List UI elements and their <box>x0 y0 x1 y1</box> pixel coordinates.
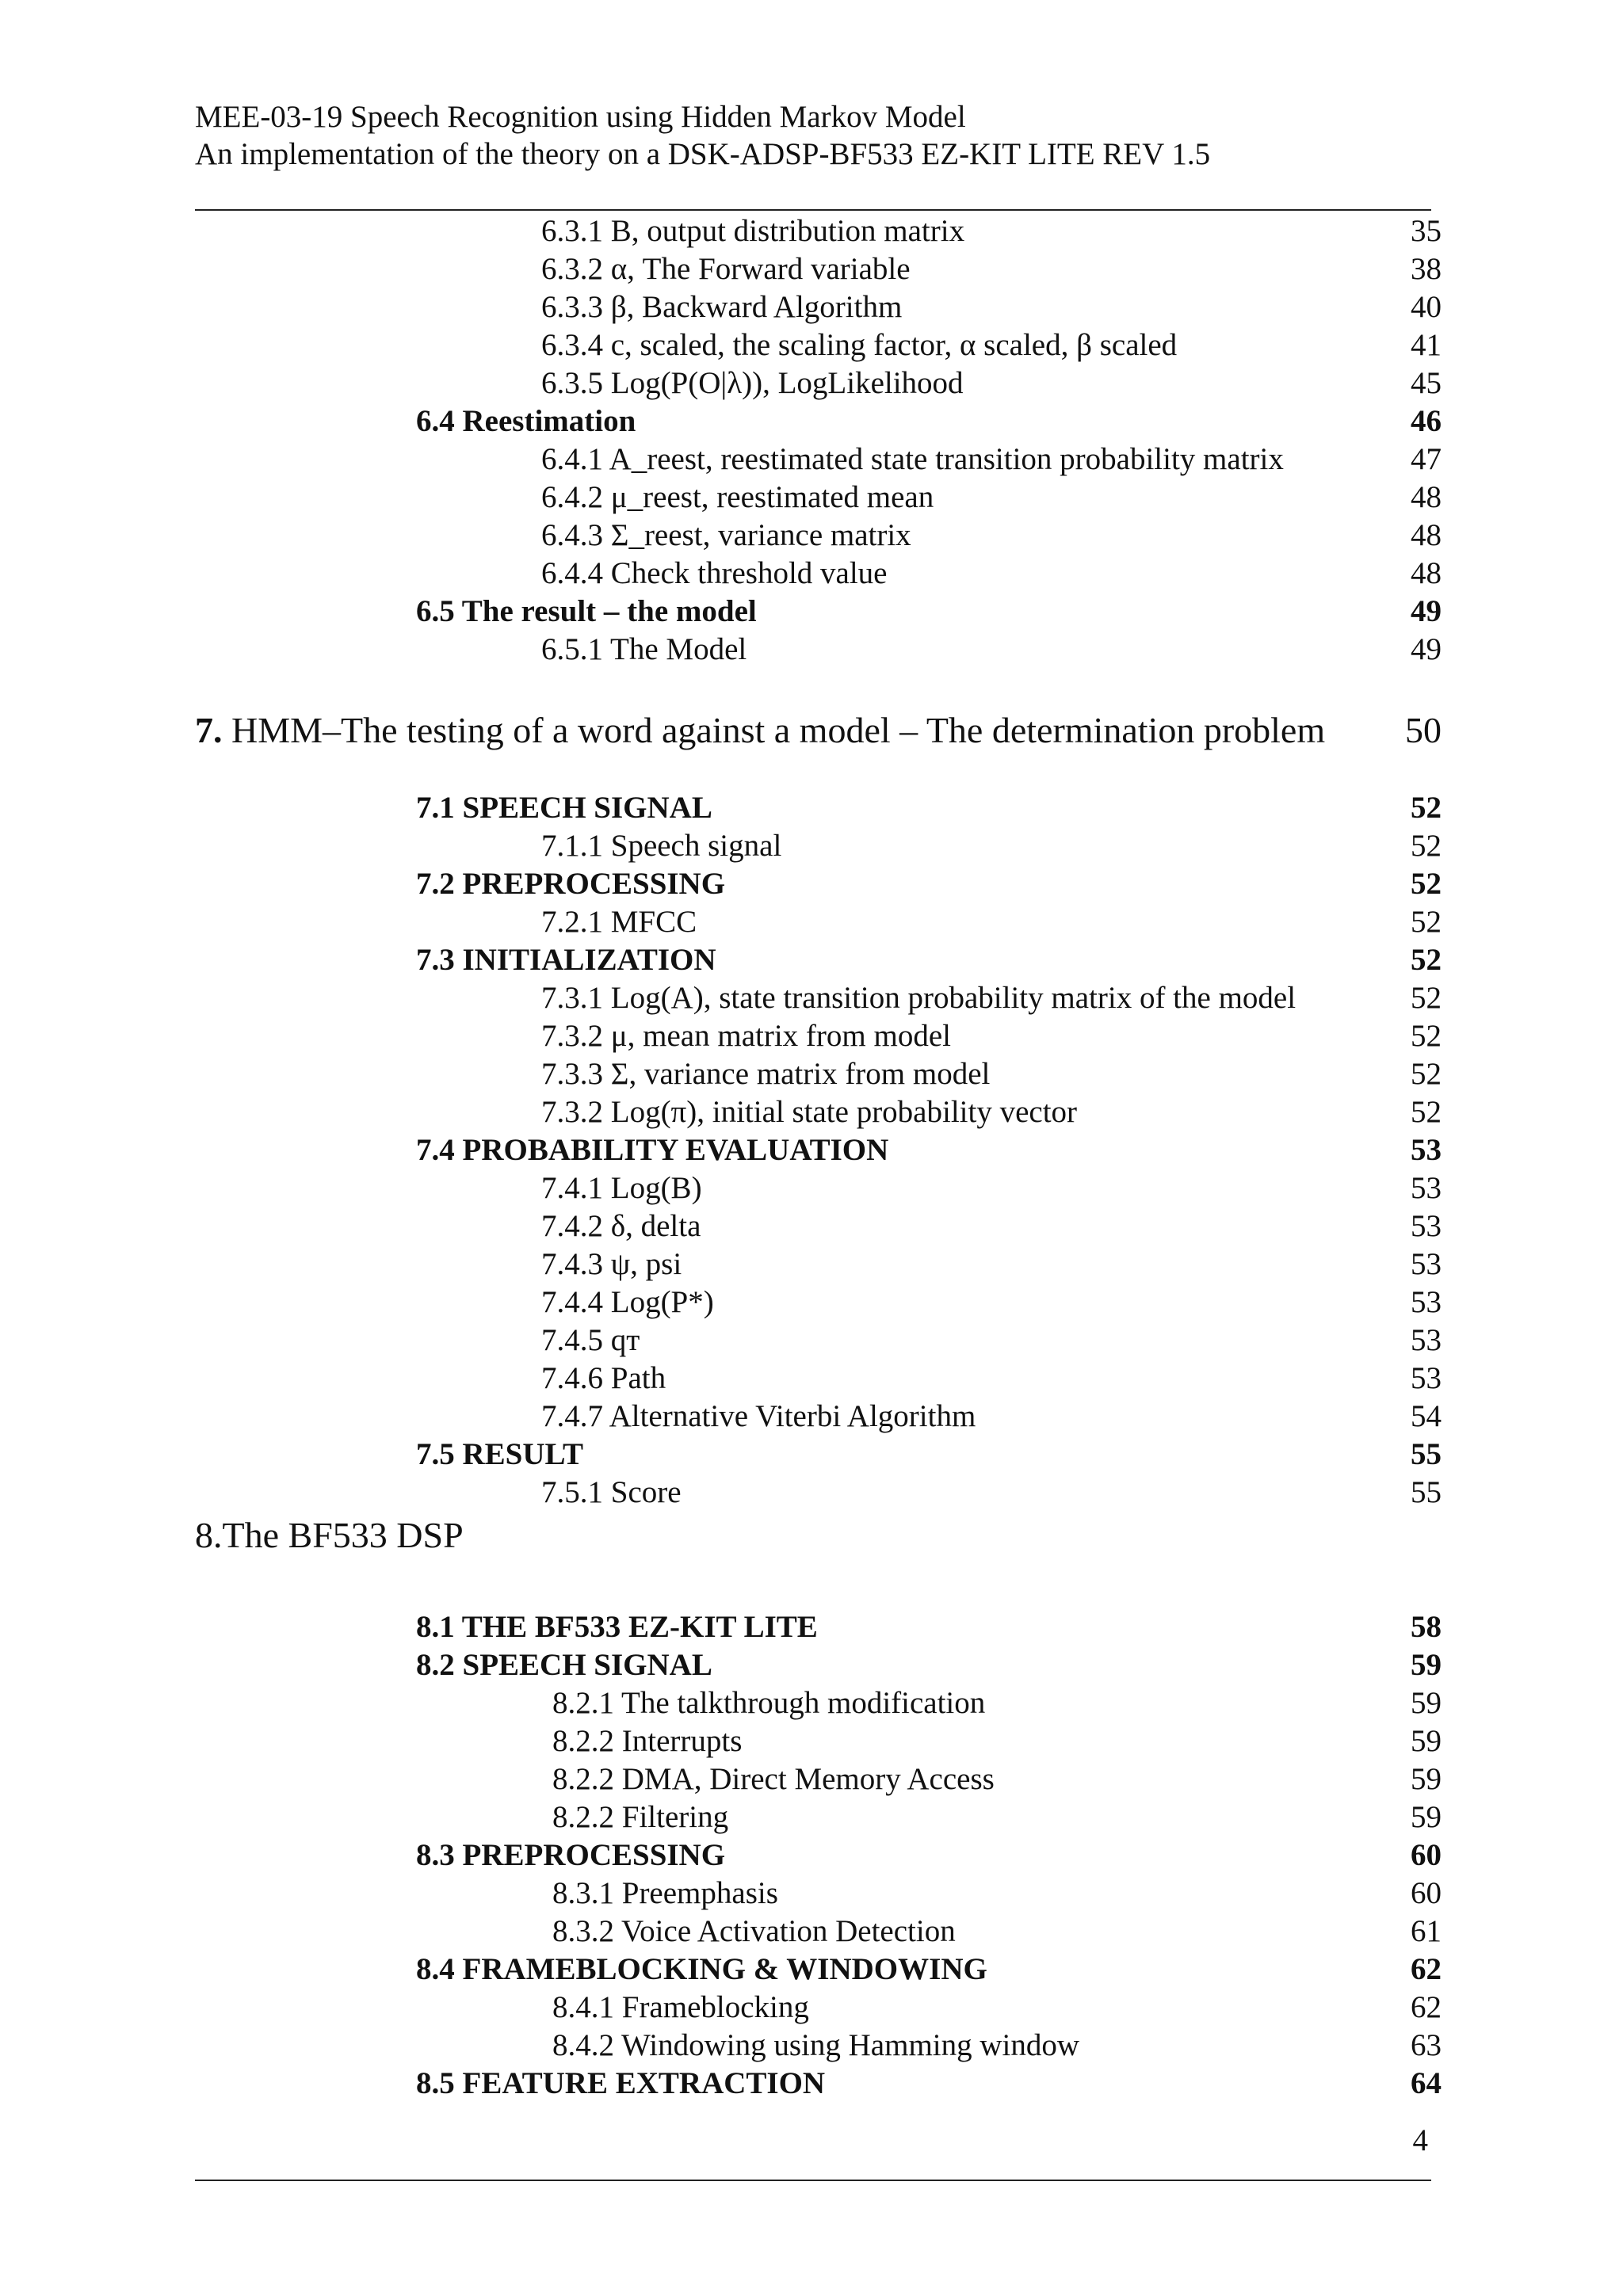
toc-entry-page: 55 <box>1411 1475 1442 1509</box>
toc-entry-title: 7.3.2 Log(π), initial state probability vector <box>541 1095 1078 1129</box>
toc-section-entry[interactable] <box>0 593 1623 631</box>
toc-entry-title: 7.1.1 Speech signal <box>541 829 782 863</box>
toc-entry-title: 7.4.7 Alternative Viterbi Algorithm <box>541 1399 976 1433</box>
toc-entry-page: 63 <box>1411 2028 1442 2062</box>
toc-entry-page: 40 <box>1411 290 1442 324</box>
toc-entry-page: 59 <box>1411 1648 1442 1682</box>
toc-subsection-entry[interactable] <box>0 1798 1623 1836</box>
toc-subsection-entry[interactable] <box>0 827 1623 865</box>
toc-entry-page: 50 <box>1405 710 1442 750</box>
toc-section-entry[interactable] <box>0 1951 1623 1989</box>
toc-entry-page: 52 <box>1411 1057 1442 1091</box>
toc-entry-title: 7.4 PROBABILITY EVALUATION <box>416 1133 889 1167</box>
toc-section-entry[interactable] <box>0 1436 1623 1474</box>
toc-entry-page: 48 <box>1411 556 1442 590</box>
toc-entry-page: 41 <box>1411 328 1442 362</box>
toc-entry-title: 7.3 INITIALIZATION <box>416 943 716 977</box>
toc-section-entry[interactable] <box>0 402 1623 441</box>
toc-entry-title: 8.2.2 Interrupts <box>552 1724 743 1758</box>
toc-entry-title: 7.3.1 Log(A), state transition probability matrix of the model <box>541 981 1296 1015</box>
toc-subsection-entry[interactable] <box>0 1360 1623 1398</box>
toc-entry-page: 60 <box>1411 1838 1442 1872</box>
toc-entry-page: 53 <box>1411 1361 1442 1395</box>
toc-subsection-entry[interactable] <box>0 1283 1623 1322</box>
toc-entry-title: 6.5.1 The Model <box>541 632 747 666</box>
toc-entry-title: 6.3.1 B, output distribution matrix <box>541 214 965 248</box>
toc-entry-page: 55 <box>1411 1437 1442 1471</box>
toc-chapter-text: HMM–The testing of a word against a model – The determination problem <box>222 710 1326 750</box>
toc-entry-title: 6.3.3 β, Backward Algorithm <box>541 290 903 324</box>
toc-entry-page: 52 <box>1411 905 1442 939</box>
toc-chapter-entry[interactable] <box>0 707 1623 754</box>
toc-entry-title: 7.1 SPEECH SIGNAL <box>416 791 712 825</box>
toc-subsection-entry[interactable] <box>0 479 1623 517</box>
toc-entry-page: 54 <box>1411 1399 1442 1433</box>
toc-entry-page: 52 <box>1411 943 1442 977</box>
toc-entry-title: 8.2.2 Filtering <box>552 1800 729 1834</box>
toc-subsection-entry[interactable] <box>0 1913 1623 1951</box>
toc-entry-title: 7.5 RESULT <box>416 1437 583 1471</box>
toc-entry-title: 7.4.5 qт <box>541 1323 640 1357</box>
toc-entry-page: 58 <box>1411 1610 1442 1644</box>
toc-entry-title: 8.5 FEATURE EXTRACTION <box>416 2066 826 2100</box>
toc-entry-title: 8.3 PREPROCESSING <box>416 1838 726 1872</box>
toc-entry-page: 53 <box>1411 1323 1442 1357</box>
toc-section-entry[interactable] <box>0 941 1623 979</box>
page-number: 4 <box>1412 2123 1428 2157</box>
toc-subsection-entry[interactable] <box>0 903 1623 941</box>
toc-subsection-entry[interactable] <box>0 1398 1623 1436</box>
toc-entry-page: 38 <box>1411 252 1442 286</box>
toc-subsection-entry[interactable] <box>0 1474 1623 1512</box>
toc-subsection-entry[interactable] <box>0 631 1623 669</box>
toc-entry-title: 6.4.1 A_reest, reestimated state transition probability matrix <box>541 442 1284 476</box>
toc-subsection-entry[interactable] <box>0 1207 1623 1245</box>
toc-entry-page: 48 <box>1411 480 1442 514</box>
toc-subsection-entry[interactable] <box>0 1322 1623 1360</box>
toc-entry-page: 59 <box>1411 1686 1442 1720</box>
toc-entry-title: 6.3.5 Log(P(O|λ)), LogLikelihood <box>541 366 964 400</box>
header-title: MEE-03-19 Speech Recognition using Hidden Markov Model <box>195 100 966 134</box>
toc-entry-title: 8.The BF533 DSP <box>195 1515 464 1555</box>
toc-entry-title: 7.3.3 Σ, variance matrix from model <box>541 1057 991 1091</box>
toc-section-entry[interactable] <box>0 789 1623 827</box>
toc-entry-title: 7.4.4 Log(P*) <box>541 1285 714 1319</box>
toc-entry-page: 62 <box>1411 1990 1442 2024</box>
toc-subsection-entry[interactable] <box>0 2027 1623 2065</box>
toc-entry-page: 52 <box>1411 1019 1442 1053</box>
toc-entry-title: 8.3.1 Preemphasis <box>552 1876 778 1910</box>
toc-entry-title: 6.5 The result – the model <box>416 594 757 628</box>
toc-entry-page: 61 <box>1411 1914 1442 1948</box>
toc-entry-page: 60 <box>1411 1876 1442 1910</box>
toc-entry-title: 8.1 THE BF533 EZ-KIT LITE <box>416 1610 818 1644</box>
toc-entry-title: 8.2.1 The talkthrough modification <box>552 1686 986 1720</box>
toc-subsection-entry[interactable] <box>0 1989 1623 2027</box>
toc-section-entry[interactable] <box>0 1646 1623 1684</box>
toc-entry-title: 6.3.2 α, The Forward variable <box>541 252 911 286</box>
toc-chapter-number: 7. <box>195 710 223 750</box>
toc-entry-title: 7.4.2 δ, delta <box>541 1209 701 1243</box>
toc-subsection-entry[interactable] <box>0 1055 1623 1093</box>
toc-entry-page: 52 <box>1411 829 1442 863</box>
toc-entry-page: 53 <box>1411 1285 1442 1319</box>
toc-entry-page: 49 <box>1411 632 1442 666</box>
toc-section-entry[interactable] <box>0 2065 1623 2103</box>
toc-entry-title: 7.4.1 Log(B) <box>541 1171 702 1205</box>
toc-entry-title: 7.2.1 MFCC <box>541 905 697 939</box>
toc-entry-page: 48 <box>1411 518 1442 552</box>
toc-entry-title: 7.4.6 Path <box>541 1361 666 1395</box>
toc-section-entry[interactable] <box>0 1131 1623 1169</box>
header-subtitle: An implementation of the theory on a DSK-ADSP-BF533 EZ-KIT LITE REV 1.5 <box>195 137 1211 171</box>
toc-entry-title: 7.2 PREPROCESSING <box>416 867 726 901</box>
toc-subsection-entry[interactable] <box>0 1760 1623 1798</box>
toc-section-entry[interactable] <box>0 865 1623 903</box>
toc-entry-page: 52 <box>1411 1095 1442 1129</box>
toc-subsection-entry[interactable] <box>0 326 1623 364</box>
footer-rule <box>195 2180 1431 2181</box>
toc-subsection-entry[interactable] <box>0 250 1623 288</box>
toc-chapter-entry[interactable] <box>0 1512 1623 1559</box>
toc-entry-page: 59 <box>1411 1762 1442 1796</box>
toc-entry-title: 7.5.1 Score <box>541 1475 682 1509</box>
toc-subsection-entry[interactable] <box>0 1722 1623 1760</box>
toc-entry-title: 8.4.1 Frameblocking <box>552 1990 809 2024</box>
toc-entry-page: 52 <box>1411 867 1442 901</box>
toc-entry-title: 8.2.2 DMA, Direct Memory Access <box>552 1762 995 1796</box>
toc-entry-page: 52 <box>1411 981 1442 1015</box>
toc-entry-page: 53 <box>1411 1171 1442 1205</box>
toc-entry-page: 49 <box>1411 594 1442 628</box>
toc-section-entry[interactable] <box>0 1836 1623 1875</box>
toc-entry-page: 45 <box>1411 366 1442 400</box>
toc-entry-page: 53 <box>1411 1133 1442 1167</box>
toc-subsection-entry[interactable] <box>0 288 1623 326</box>
toc-entry-title: 7.4.3 ψ, psi <box>541 1247 682 1281</box>
toc-entry-page: 59 <box>1411 1800 1442 1834</box>
toc-entry-page: 46 <box>1411 404 1442 438</box>
toc-entry-title: 8.4.2 Windowing using Hamming window <box>552 2028 1080 2062</box>
toc-entry-page: 53 <box>1411 1247 1442 1281</box>
toc-subsection-entry[interactable] <box>0 1093 1623 1131</box>
toc-entry-page: 62 <box>1411 1952 1442 1986</box>
toc-subsection-entry[interactable] <box>0 979 1623 1017</box>
toc-subsection-entry[interactable] <box>0 517 1623 555</box>
toc-entry-page: 59 <box>1411 1724 1442 1758</box>
toc-entry-title: 8.4 FRAMEBLOCKING & WINDOWING <box>416 1952 987 1986</box>
toc-subsection-entry[interactable] <box>0 1245 1623 1283</box>
toc-entry-page: 53 <box>1411 1209 1442 1243</box>
toc-subsection-entry[interactable] <box>0 555 1623 593</box>
toc-entry-page: 52 <box>1411 791 1442 825</box>
toc-subsection-entry[interactable] <box>0 441 1623 479</box>
toc-subsection-entry[interactable] <box>0 364 1623 402</box>
toc-subsection-entry[interactable] <box>0 212 1623 250</box>
toc-entry-page: 35 <box>1411 214 1442 248</box>
toc-subsection-entry[interactable] <box>0 1017 1623 1055</box>
toc-entry-title: 6.4 Reestimation <box>416 404 636 438</box>
toc-entry-title: 6.4.4 Check threshold value <box>541 556 888 590</box>
toc-subsection-entry[interactable] <box>0 1875 1623 1913</box>
toc-section-entry[interactable] <box>0 1608 1623 1646</box>
toc-entry-page: 47 <box>1411 442 1442 476</box>
toc-entry-title: 7.3.2 μ, mean matrix from model <box>541 1019 951 1053</box>
toc-subsection-entry[interactable] <box>0 1684 1623 1722</box>
toc-subsection-entry[interactable] <box>0 1169 1623 1207</box>
toc-entry-title: 6.4.3 Σ_reest, variance matrix <box>541 518 911 552</box>
toc-entry-page: 64 <box>1411 2066 1442 2100</box>
toc-entry-title: 6.4.2 μ_reest, reestimated mean <box>541 480 934 514</box>
toc-entry-title <box>195 707 1325 754</box>
toc-entry-title: 8.3.2 Voice Activation Detection <box>552 1914 956 1948</box>
toc-entry-title: 8.2 SPEECH SIGNAL <box>416 1648 712 1682</box>
toc-entry-title: 6.3.4 c, scaled, the scaling factor, α scaled, β scaled <box>541 328 1178 362</box>
